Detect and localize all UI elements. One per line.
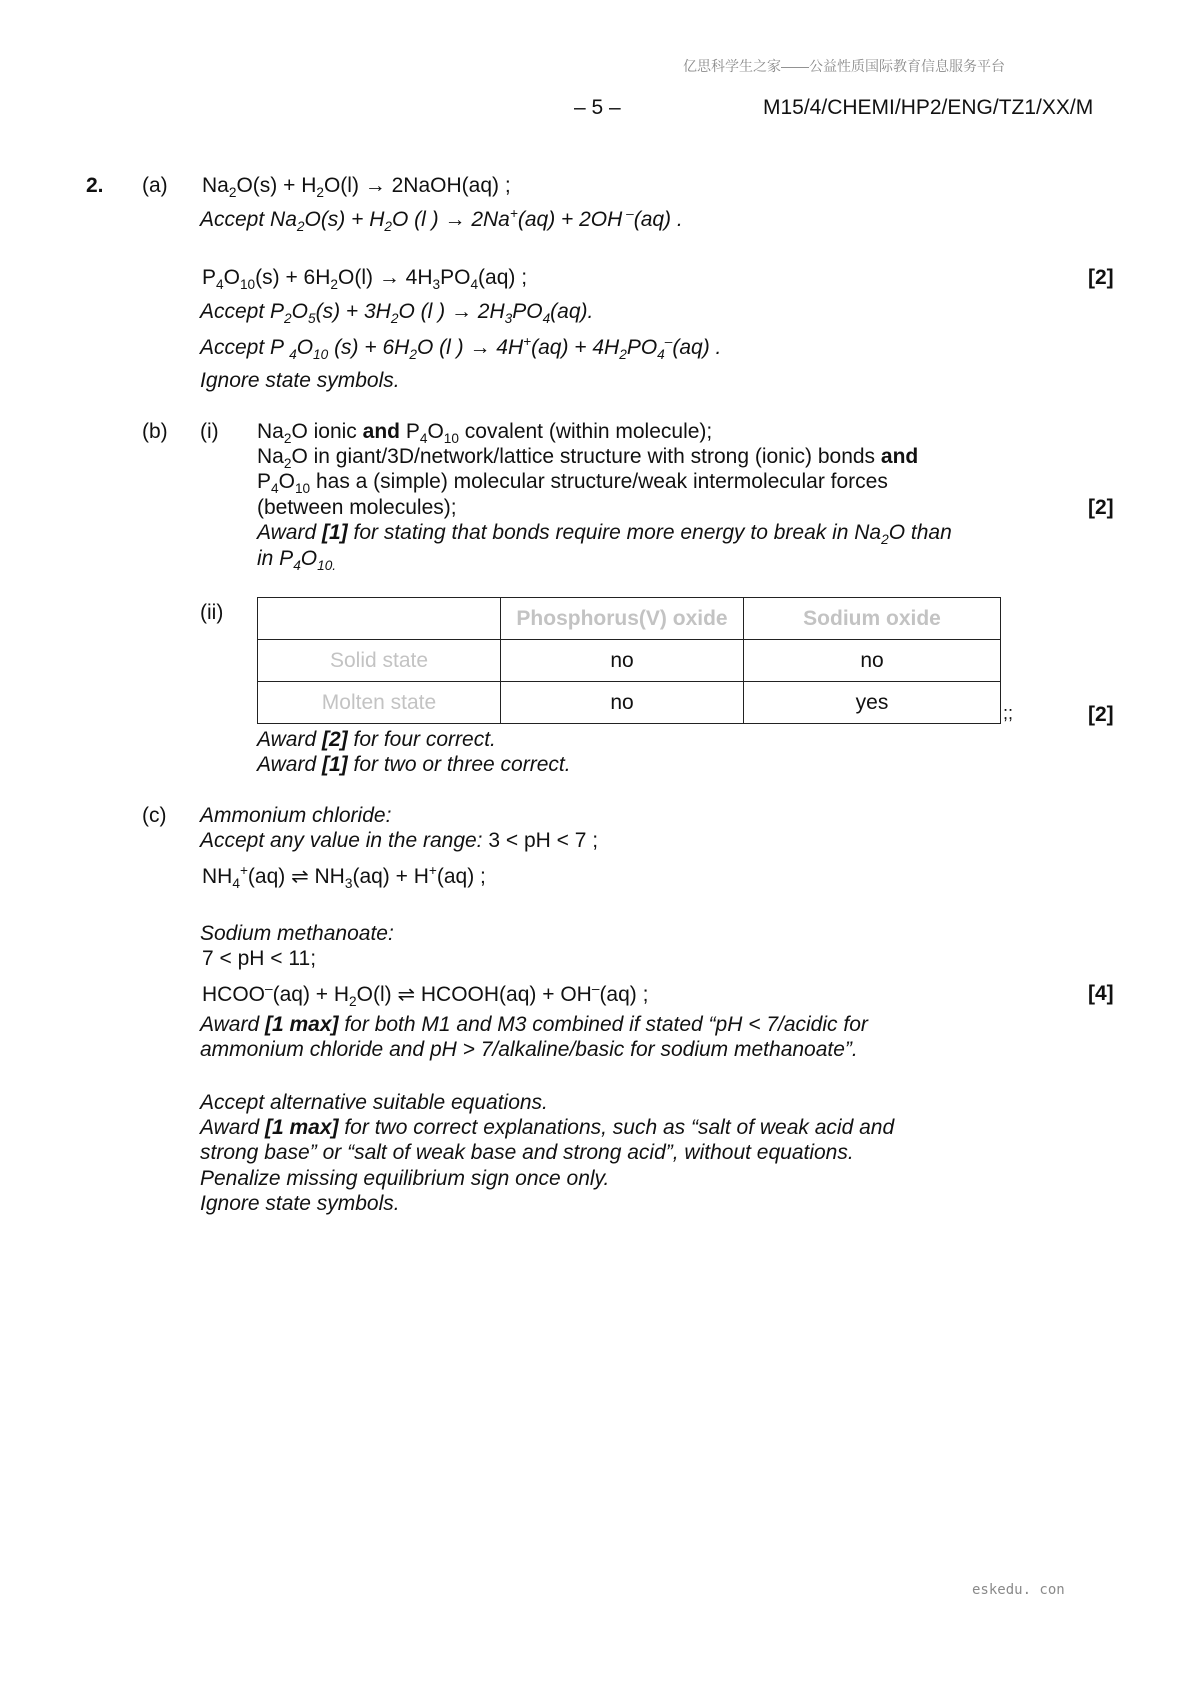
table-header-row	[258, 598, 1001, 640]
b-i-line-4: (between molecules);	[257, 496, 457, 519]
table-header-cell	[258, 598, 501, 640]
ammonium-chloride-heading: Ammonium chloride:	[200, 804, 392, 827]
table-row	[258, 682, 1001, 724]
watermark-bottom: eskedu. con	[972, 1582, 1065, 1598]
c-award-line-3: Award [1 max] for two correct explanations, such as “salt of weak acid and	[200, 1116, 895, 1139]
page-number: – 5 –	[574, 96, 621, 119]
part-b-ii-label: (ii)	[200, 601, 224, 624]
mark-a: [2]	[1088, 266, 1114, 289]
accept-alternative-equations: Accept alternative suitable equations.	[200, 1091, 548, 1114]
accept-line-1: Accept $Na_2O(s) + H_2O$ (l ) → 2Na+(aq) + 2OH –(aq) .	[200, 206, 683, 235]
c-award-line-2: ammonium chloride and pH > 7/alkaline/basic for sodium methanoate”.	[200, 1038, 858, 1061]
ignore-state-symbols-c: Ignore state symbols.	[200, 1192, 400, 1215]
b-i-award-line-2: in $P_4O_{10.}$	[257, 547, 337, 574]
table-cell: no	[501, 640, 744, 682]
penalize-line: Penalize missing equilibrium sign once only.	[200, 1167, 610, 1190]
accept-line-2: Accept $P_2O_5(s) + 3H_2O$ (l ) → $2H_3PO_4(aq)$.	[200, 300, 594, 327]
b-ii-award-line-1: Award [2] for four correct.	[257, 728, 496, 751]
accept-line-3: Accept P $_4O_{10}$ $(s) + 6H_2O$ (l ) → $4H^+(aq) + 4H_2PO_4^-(aq)$ .	[200, 334, 722, 363]
part-a-label: (a)	[142, 174, 168, 197]
equation-na2o-water: $Na_2O(s) + H_2O(l)$ → 2NaOH(aq) ;	[202, 174, 511, 201]
table-cell: no	[744, 640, 1001, 682]
table-header-cell: Sodium oxide	[744, 598, 1001, 640]
mark-b-ii: [2]	[1088, 703, 1114, 726]
ignore-state-symbols-a: Ignore state symbols.	[200, 369, 400, 392]
table-row-label: Molten state	[258, 682, 501, 724]
ph-range-methanoate: 7 < pH < 11;	[202, 947, 317, 970]
table-cell: yes	[744, 682, 1001, 724]
equation-ammonium: $NH_4^+(aq)$ ⇌ $NH_3(aq) + H^+(aq)$ ;	[202, 863, 486, 892]
table-ticks: ;;	[1003, 703, 1014, 723]
equation-methanoate: HCOO–(aq) + $H_2O(l)$ ⇌ HCOOH(aq) + OH–(aq) ;	[202, 981, 649, 1010]
b-i-line-1: $Na_2O$ ionic and $P_4O_{10}$ covalent (within molecule);	[257, 420, 713, 447]
document-reference: M15/4/CHEMI/HP2/ENG/TZ1/XX/M	[763, 96, 1094, 119]
mark-c: [4]	[1088, 982, 1114, 1005]
conductivity-table	[257, 597, 1001, 724]
c-award-line-4: strong base” or “salt of weak base and strong acid”, without equations.	[200, 1141, 854, 1164]
part-c-label: (c)	[142, 804, 167, 827]
table-header-cell: Phosphorus(V) oxide	[501, 598, 744, 640]
b-ii-award-line-2: Award [1] for two or three correct.	[257, 753, 571, 776]
accept-range-line: Accept any value in the range: 3 < pH < 7 ;	[200, 829, 599, 852]
c-award-line-1: Award [1 max] for both M1 and M3 combined if stated “pH < 7/acidic for	[200, 1013, 868, 1036]
watermark-top: 亿思科学生之家——公益性质国际教育信息服务平台	[683, 58, 1005, 74]
part-b-label: (b)	[142, 420, 168, 443]
sodium-methanoate-heading: Sodium methanoate:	[200, 922, 394, 945]
mark-b-i: [2]	[1088, 496, 1114, 519]
question-number: 2.	[86, 174, 104, 197]
b-i-line-2: $Na_2O$ in giant/3D/network/lattice structure with strong (ionic) bonds and	[257, 445, 919, 472]
part-b-i-label: (i)	[200, 420, 219, 443]
b-i-award-line-1: Award [1] for stating that bonds require more energy to break in $Na_2O$ than	[257, 521, 952, 548]
b-i-line-3: $P_4O_{10}$ has a (simple) molecular structure/weak intermolecular forces	[257, 470, 888, 497]
equation-p4o10-water: $P_4O_{10}(s) + 6H_2O(l) \to 4H_3PO_4(aq)$ ;	[202, 266, 528, 293]
table-cell: no	[501, 682, 744, 724]
table-row	[258, 640, 1001, 682]
table-row-label: Solid state	[258, 640, 501, 682]
